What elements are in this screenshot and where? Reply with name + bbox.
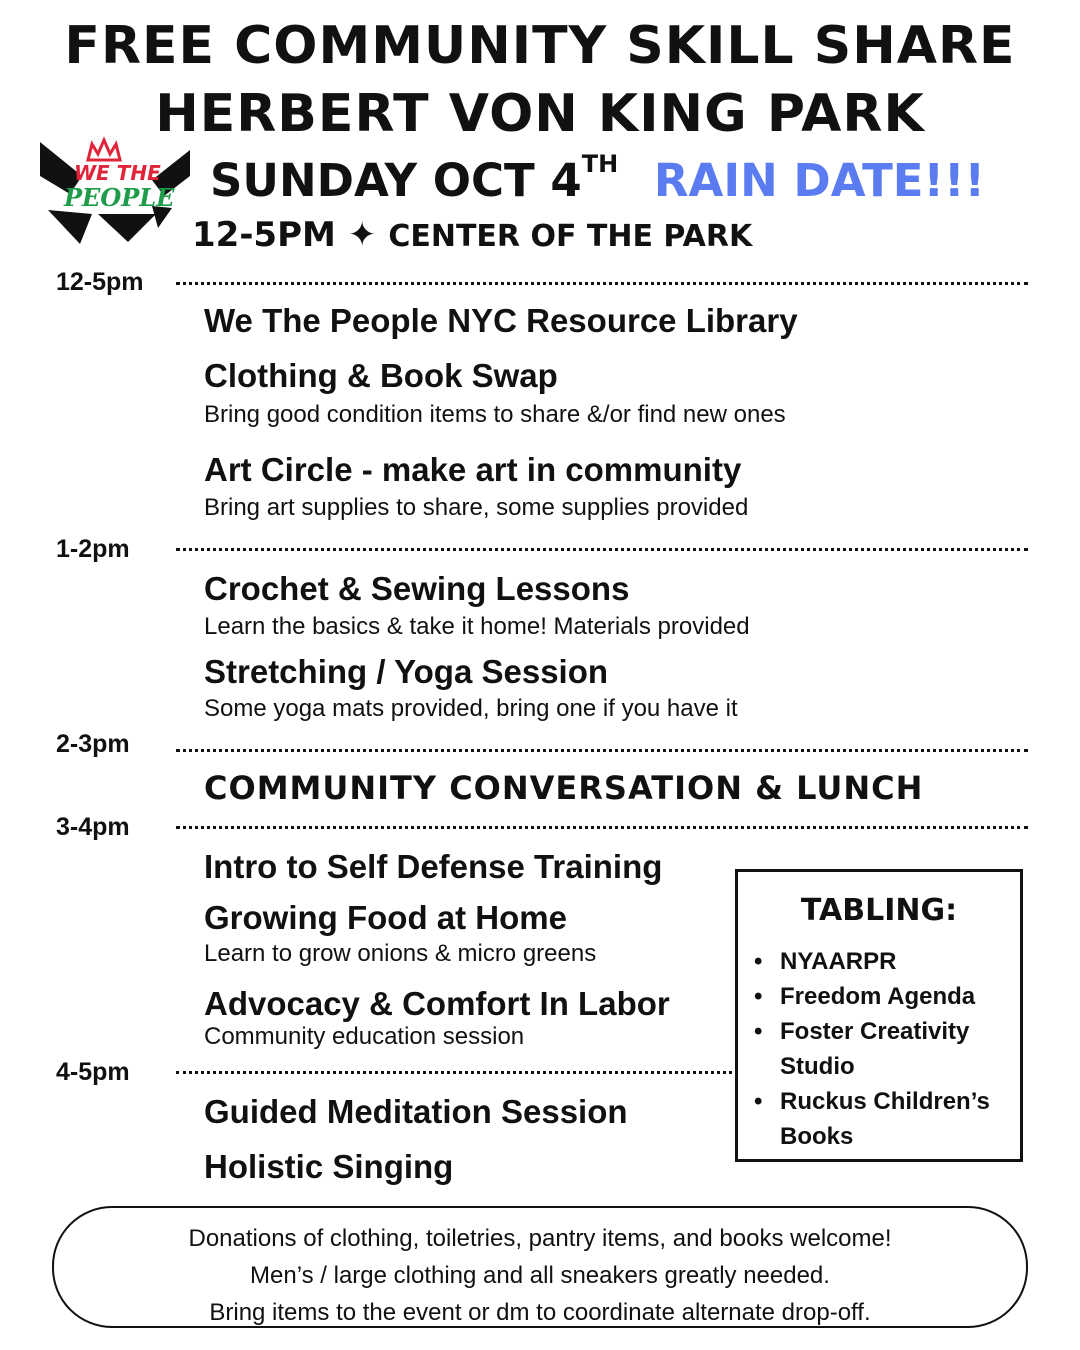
event-title: Art Circle - make art in community [204, 451, 742, 488]
logo-text-top: WE THE [74, 161, 161, 185]
event-title: Guided Meditation Session [204, 1093, 628, 1130]
event-time: 12-5PM [192, 215, 336, 255]
donations-line: Men’s / large clothing and all sneakers greatly needed. [250, 1262, 830, 1289]
donations-line: Donations of clothing, toiletries, pantry items, and books welcome! [188, 1225, 892, 1252]
tabling-title: TABLING: [800, 893, 958, 928]
event-title: COMMUNITY CONVERSATION & LUNCH [204, 769, 924, 807]
tabling-item: • Foster Creativity Studio [750, 1014, 990, 1084]
time-slot-label: 3-4pm [56, 813, 130, 841]
event-title: Stretching / Yoga Session [204, 653, 609, 690]
time-slot-label: 12-5pm [56, 268, 144, 296]
rain-date-label: RAIN DATE!!! [653, 154, 986, 207]
time-slot-label: 4-5pm [56, 1058, 130, 1086]
tabling-item: • Freedom Agenda [750, 979, 990, 1014]
date-suffix: TH [581, 150, 619, 178]
tabling-item: • Ruckus Children’s Books [750, 1084, 990, 1154]
event-description: Learn to grow onions & micro greens [204, 940, 597, 967]
tabling-list [750, 944, 990, 1154]
event-description: Some yoga mats provided, bring one if you have it [204, 695, 738, 722]
dotted-divider [176, 548, 1028, 551]
event-title: Crochet & Sewing Lessons [204, 570, 630, 607]
event-title: Holistic Singing [204, 1148, 454, 1185]
event-title: Advocacy & Comfort In Labor [204, 985, 670, 1022]
tabling-item: • NYAARPR [750, 944, 990, 979]
crown-icon [88, 140, 120, 160]
dotted-divider [176, 826, 1028, 829]
event-description: Bring good condition items to share &/or find new ones [204, 401, 786, 428]
time-slot-label: 2-3pm [56, 730, 130, 758]
donations-box [52, 1206, 1028, 1328]
event-title: Clothing & Book Swap [204, 357, 558, 394]
time-location-line [192, 215, 753, 255]
event-description: Bring art supplies to share, some supplies provided [204, 494, 749, 521]
we-the-people-logo [40, 136, 190, 252]
title-line-2: HERBERT VON KING PARK [155, 84, 925, 144]
title-line-1: FREE COMMUNITY SKILL SHARE [64, 16, 1016, 76]
sparkle-icon: ✦ [347, 215, 377, 255]
event-location: CENTER OF THE PARK [388, 219, 753, 254]
dotted-divider [176, 1071, 732, 1074]
event-date: SUNDAY OCT 4 [210, 154, 582, 207]
dotted-divider [176, 282, 1028, 285]
event-description: Community education session [204, 1023, 525, 1050]
event-title: Growing Food at Home [204, 899, 567, 936]
dotted-divider [176, 749, 1028, 752]
donations-line: Bring items to the event or dm to coordinate alternate drop-off. [209, 1299, 871, 1326]
date-line [210, 150, 986, 207]
event-description: Learn the basics & take it home! Materials provided [204, 613, 750, 640]
event-title: We The People NYC Resource Library [204, 302, 798, 339]
time-slot-label: 1-2pm [56, 535, 130, 563]
logo-text-bottom: PEOPLE [64, 183, 175, 212]
event-title: Intro to Self Defense Training [204, 848, 663, 885]
tabling-box [735, 869, 1023, 1162]
